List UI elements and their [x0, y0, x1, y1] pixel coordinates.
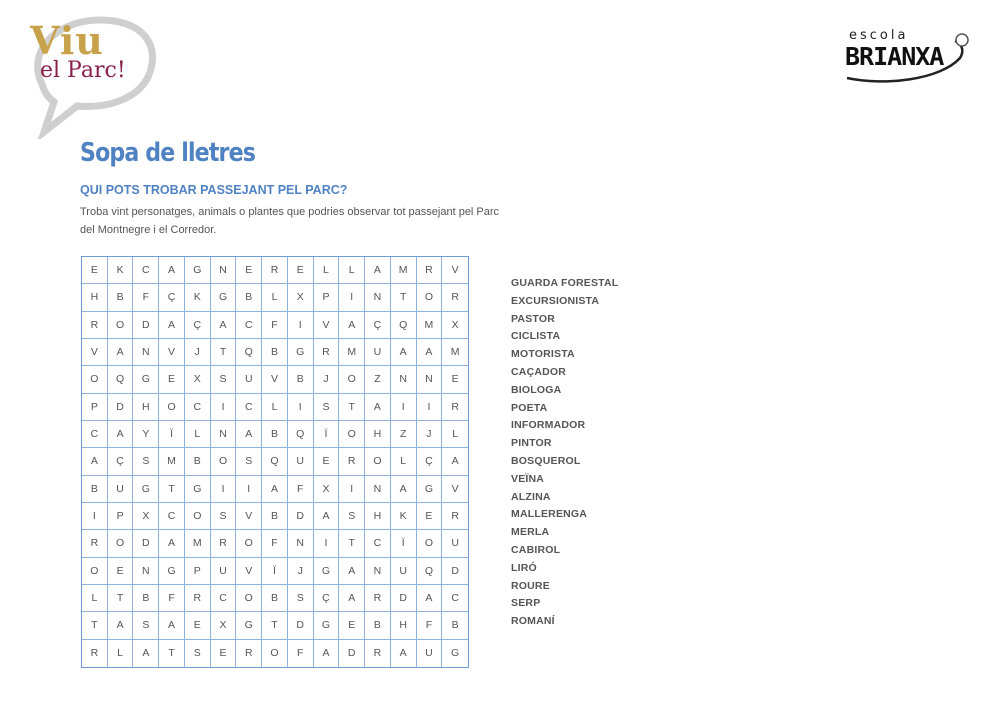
grid-cell[interactable]: H — [391, 612, 417, 639]
grid-cell[interactable]: E — [442, 366, 468, 393]
grid-cell[interactable]: A — [314, 503, 340, 530]
grid-cell[interactable]: X — [442, 312, 468, 339]
grid-cell[interactable]: O — [185, 503, 211, 530]
grid-cell[interactable]: Q — [288, 421, 314, 448]
word-list-item: CABIROL — [511, 543, 561, 556]
grid-cell[interactable]: J — [314, 366, 340, 393]
grid-cell[interactable]: O — [82, 366, 108, 393]
word-list-item: POETA — [511, 401, 548, 414]
grid-cell[interactable]: I — [417, 394, 443, 421]
grid-cell[interactable]: Q — [262, 448, 288, 475]
grid-cell[interactable]: H — [133, 394, 159, 421]
grid-cell[interactable]: A — [159, 312, 185, 339]
grid-cell[interactable]: C — [185, 394, 211, 421]
grid-cell[interactable]: I — [236, 476, 262, 503]
grid-cell[interactable]: R — [442, 394, 468, 421]
grid-cell[interactable]: T — [339, 394, 365, 421]
grid-cell[interactable]: L — [442, 421, 468, 448]
grid-cell[interactable]: C — [133, 257, 159, 284]
grid-cell[interactable]: H — [365, 503, 391, 530]
grid-cell[interactable]: N — [211, 257, 237, 284]
grid-cell[interactable]: Ï — [314, 421, 340, 448]
grid-cell[interactable]: L — [82, 585, 108, 612]
grid-cell[interactable]: A — [262, 476, 288, 503]
grid-cell[interactable]: O — [339, 366, 365, 393]
grid-cell[interactable]: C — [236, 394, 262, 421]
grid-cell[interactable]: P — [82, 394, 108, 421]
grid-cell[interactable]: E — [108, 558, 134, 585]
grid-cell[interactable]: A — [442, 448, 468, 475]
grid-cell[interactable]: R — [365, 640, 391, 667]
grid-cell[interactable]: G — [133, 366, 159, 393]
grid-cell[interactable]: G — [211, 284, 237, 311]
grid-cell[interactable]: N — [365, 476, 391, 503]
word-list-item: CAÇADOR — [511, 365, 567, 378]
grid-cell[interactable]: R — [236, 640, 262, 667]
grid-cell[interactable]: E — [159, 366, 185, 393]
grid-cell[interactable]: O — [417, 284, 443, 311]
grid-cell[interactable]: S — [236, 448, 262, 475]
grid-cell[interactable]: Q — [417, 558, 443, 585]
grid-cell[interactable]: I — [339, 476, 365, 503]
grid-cell[interactable]: S — [339, 503, 365, 530]
grid-cell[interactable]: O — [365, 448, 391, 475]
grid-cell[interactable]: V — [82, 339, 108, 366]
grid-cell[interactable]: G — [185, 476, 211, 503]
grid-cell[interactable]: T — [339, 530, 365, 557]
grid-cell[interactable]: Ç — [108, 448, 134, 475]
grid-cell[interactable]: Z — [391, 421, 417, 448]
grid-cell[interactable]: D — [133, 530, 159, 557]
grid-cell[interactable]: M — [185, 530, 211, 557]
grid-cell[interactable]: F — [133, 284, 159, 311]
grid-cell[interactable]: X — [185, 366, 211, 393]
grid-cell[interactable]: G — [185, 257, 211, 284]
word-list-item: ROMANÍ — [511, 615, 555, 628]
grid-cell[interactable]: A — [159, 257, 185, 284]
word-list-item: GUARDA FORESTAL — [511, 277, 619, 289]
grid-cell[interactable]: A — [417, 339, 443, 366]
grid-cell[interactable]: Ï — [159, 421, 185, 448]
grid-cell[interactable]: X — [211, 612, 237, 639]
grid-cell[interactable]: U — [365, 339, 391, 366]
grid-cell[interactable]: G — [288, 339, 314, 366]
grid-cell[interactable]: B — [288, 366, 314, 393]
grid-cell[interactable]: A — [391, 476, 417, 503]
word-list-item: PASTOR — [511, 312, 555, 325]
grid-cell[interactable]: E — [236, 257, 262, 284]
grid-cell[interactable]: E — [339, 612, 365, 639]
grid-cell[interactable]: O — [236, 530, 262, 557]
grid-cell[interactable]: V — [442, 257, 468, 284]
brianxa-text: BRIANXA — [845, 42, 944, 71]
grid-cell[interactable]: C — [82, 421, 108, 448]
word-list-item: BOSQUEROL — [511, 454, 581, 467]
grid-cell[interactable]: I — [288, 312, 314, 339]
grid-cell[interactable]: U — [108, 476, 134, 503]
grid-cell[interactable]: J — [417, 421, 443, 448]
grid-cell[interactable]: J — [288, 558, 314, 585]
grid-cell[interactable]: V — [442, 476, 468, 503]
grid-cell[interactable]: U — [391, 558, 417, 585]
grid-cell[interactable]: J — [185, 339, 211, 366]
grid-cell[interactable]: D — [339, 640, 365, 667]
grid-cell[interactable]: I — [211, 476, 237, 503]
grid-cell[interactable]: L — [314, 257, 340, 284]
grid-cell[interactable]: B — [262, 339, 288, 366]
grid-cell[interactable]: A — [417, 585, 443, 612]
grid-cell[interactable]: N — [365, 284, 391, 311]
grid-cell[interactable]: R — [417, 257, 443, 284]
word-search-grid — [81, 256, 469, 668]
grid-cell[interactable]: O — [108, 312, 134, 339]
grid-cell[interactable]: X — [288, 284, 314, 311]
grid-cell[interactable]: Q — [391, 312, 417, 339]
word-list-item: INFORMADOR — [511, 419, 586, 432]
grid-cell[interactable]: P — [314, 284, 340, 311]
grid-cell[interactable]: G — [417, 476, 443, 503]
grid-cell[interactable]: C — [442, 585, 468, 612]
grid-cell[interactable]: T — [82, 612, 108, 639]
grid-cell[interactable]: F — [159, 585, 185, 612]
word-list-item: EXCURSIONISTA — [511, 294, 600, 307]
subtitle: QUI POTS TROBAR PASSEJANT PEL PARC? — [80, 183, 348, 197]
el-parc-logo-text: el Parc! — [40, 58, 126, 83]
grid-cell[interactable]: R — [262, 257, 288, 284]
grid-cell[interactable]: M — [391, 257, 417, 284]
grid-cell[interactable]: I — [82, 503, 108, 530]
word-list-item: VEÏNA — [511, 472, 545, 485]
grid-cell[interactable]: P — [108, 503, 134, 530]
grid-cell[interactable]: I — [288, 394, 314, 421]
grid-cell[interactable]: N — [211, 421, 237, 448]
grid-cell[interactable]: G — [159, 558, 185, 585]
word-list-item: BIOLOGA — [511, 383, 562, 396]
grid-cell[interactable]: I — [211, 394, 237, 421]
grid-cell[interactable]: L — [262, 394, 288, 421]
word-list-item: PINTOR — [511, 437, 552, 450]
grid-cell[interactable]: Z — [365, 366, 391, 393]
grid-cell[interactable]: N — [133, 339, 159, 366]
word-list-item: LIRÓ — [511, 561, 537, 574]
grid-cell[interactable]: S — [185, 640, 211, 667]
grid-cell[interactable]: A — [391, 640, 417, 667]
grid-cell[interactable]: A — [159, 530, 185, 557]
grid-cell[interactable]: N — [365, 558, 391, 585]
grid-cell[interactable]: V — [159, 339, 185, 366]
grid-cell[interactable]: Q — [108, 366, 134, 393]
grid-cell[interactable]: O — [159, 394, 185, 421]
grid-cell[interactable]: F — [262, 312, 288, 339]
word-list-item: ALZINA — [511, 490, 551, 503]
grid-cell[interactable]: O — [262, 640, 288, 667]
escola-brianxa-logo — [845, 28, 975, 88]
grid-cell[interactable]: R — [185, 585, 211, 612]
grid-cell[interactable]: M — [159, 448, 185, 475]
grid-cell[interactable]: S — [133, 448, 159, 475]
word-list-item: ROURE — [511, 579, 550, 592]
grid-cell[interactable]: R — [314, 339, 340, 366]
word-list-item: MOTORISTA — [511, 348, 575, 361]
grid-cell[interactable]: Ç — [417, 448, 443, 475]
grid-cell[interactable]: L — [185, 421, 211, 448]
grid-cell[interactable]: Ç — [185, 312, 211, 339]
grid-cell[interactable]: E — [211, 640, 237, 667]
grid-cell[interactable]: C — [211, 585, 237, 612]
grid-cell[interactable]: L — [108, 640, 134, 667]
grid-cell[interactable]: M — [442, 339, 468, 366]
grid-cell[interactable]: G — [133, 476, 159, 503]
grid-cell[interactable]: G — [451, 647, 460, 660]
grid-cell[interactable]: F — [288, 476, 314, 503]
grid-cell[interactable]: D — [391, 585, 417, 612]
grid-cell[interactable]: O — [417, 530, 443, 557]
grid-cell[interactable]: V — [236, 558, 262, 585]
grid-cell[interactable]: Ç — [365, 312, 391, 339]
grid-cell[interactable]: R — [82, 640, 108, 667]
grid-cell[interactable]: A — [211, 312, 237, 339]
word-list-item: MALLERENGA — [511, 508, 588, 521]
grid-cell[interactable]: D — [288, 612, 314, 639]
grid-cell[interactable]: V — [314, 312, 340, 339]
grid-cell[interactable]: E — [314, 448, 340, 475]
grid-cell[interactable]: Ï — [262, 558, 288, 585]
grid-cell[interactable]: C — [365, 530, 391, 557]
grid-cell[interactable]: Ç — [314, 585, 340, 612]
grid-cell[interactable]: R — [339, 448, 365, 475]
grid-cell[interactable]: N — [391, 366, 417, 393]
grid-cell[interactable]: U — [442, 530, 468, 557]
grid-cell[interactable]: D — [442, 558, 468, 585]
grid-cell[interactable]: G — [314, 558, 340, 585]
grid-cell[interactable]: X — [133, 503, 159, 530]
grid-cell[interactable]: U — [236, 366, 262, 393]
grid-cell[interactable]: B — [82, 476, 108, 503]
grid-cell[interactable]: S — [133, 612, 159, 639]
grid-cell[interactable]: K — [185, 284, 211, 311]
grid-cell[interactable]: D — [288, 503, 314, 530]
grid-cell[interactable]: V — [236, 503, 262, 530]
grid-cell[interactable]: S — [211, 366, 237, 393]
grid-cell[interactable]: F — [417, 612, 443, 639]
grid-cell[interactable]: E — [288, 257, 314, 284]
grid-cell[interactable]: A — [108, 612, 134, 639]
grid-cell[interactable]: A — [391, 339, 417, 366]
grid-cell[interactable]: R — [211, 530, 237, 557]
grid-cell[interactable]: V — [262, 366, 288, 393]
grid-cell[interactable]: D — [108, 394, 134, 421]
grid-cell[interactable]: Q — [236, 339, 262, 366]
grid-cell[interactable]: E — [82, 257, 108, 284]
grid-cell[interactable]: R — [442, 503, 468, 530]
grid-cell[interactable]: I — [391, 394, 417, 421]
grid-cell[interactable]: T — [211, 339, 237, 366]
grid-cell[interactable]: O — [108, 530, 134, 557]
word-list-item: MERLA — [511, 526, 550, 539]
grid-cell[interactable]: B — [185, 448, 211, 475]
grid-cell[interactable]: T — [262, 612, 288, 639]
grid-cell[interactable]: X — [314, 476, 340, 503]
viu-logo-text: Viu — [30, 18, 104, 63]
grid-cell[interactable]: I — [314, 530, 340, 557]
grid-cell[interactable]: A — [365, 394, 391, 421]
grid-cell[interactable]: A — [339, 312, 365, 339]
grid-cell[interactable]: A — [339, 585, 365, 612]
grid-cell[interactable]: L — [391, 448, 417, 475]
grid-cell[interactable]: M — [417, 312, 443, 339]
grid-cell[interactable]: B — [262, 421, 288, 448]
word-list-item: CICLISTA — [511, 330, 561, 343]
word-list-item: SERP — [511, 597, 541, 610]
grid-cell[interactable]: P — [185, 558, 211, 585]
grid-cell[interactable]: A — [314, 640, 340, 667]
grid-cell[interactable]: K — [391, 503, 417, 530]
grid-cell[interactable]: Y — [133, 421, 159, 448]
grid-cell[interactable]: U — [211, 558, 237, 585]
grid-cell[interactable]: H — [365, 421, 391, 448]
description: Troba vint personatges, animals o plantes que podries observar tot passejant pel Parc del Montnegre i el Corredor. — [80, 206, 500, 236]
grid-cell[interactable]: U — [288, 448, 314, 475]
grid-cell[interactable]: S — [288, 585, 314, 612]
page-title: Sopa de lletres — [80, 138, 256, 168]
grid-cell[interactable]: G — [236, 612, 262, 639]
grid-cell[interactable]: B — [262, 503, 288, 530]
grid-cell[interactable]: B — [108, 284, 134, 311]
grid-cell[interactable]: O — [211, 448, 237, 475]
grid-cell[interactable]: U — [417, 640, 443, 667]
grid-cell[interactable]: O — [82, 558, 108, 585]
grid-cell[interactable]: R — [82, 312, 108, 339]
grid-cell[interactable]: S — [314, 394, 340, 421]
grid-cell[interactable]: B — [442, 612, 468, 639]
grid-cell[interactable]: N — [288, 530, 314, 557]
grid-cell[interactable]: C — [236, 312, 262, 339]
grid-cell[interactable]: K — [108, 257, 134, 284]
grid-cell[interactable]: A — [82, 448, 108, 475]
grid-cell[interactable]: R — [442, 284, 468, 311]
grid-cell[interactable]: H — [82, 284, 108, 311]
grid-cell[interactable]: D — [133, 312, 159, 339]
grid-cell[interactable]: S — [211, 503, 237, 530]
grid-cell[interactable]: T — [108, 585, 134, 612]
grid-cell[interactable]: B — [133, 585, 159, 612]
grid-cell[interactable]: N — [133, 558, 159, 585]
grid-cell[interactable]: Ï — [391, 530, 417, 557]
grid-cell[interactable]: E — [417, 503, 443, 530]
grid-cell[interactable]: T — [391, 284, 417, 311]
grid-cell[interactable]: C — [159, 503, 185, 530]
grid-cell[interactable]: A — [108, 421, 134, 448]
grid-cell[interactable]: M — [339, 339, 365, 366]
grid-cell[interactable]: I — [339, 284, 365, 311]
word-list — [511, 275, 618, 631]
grid-cell[interactable]: A — [365, 257, 391, 284]
grid-cell[interactable]: L — [262, 284, 288, 311]
grid-cell[interactable]: A — [236, 421, 262, 448]
grid-cell[interactable]: E — [185, 612, 211, 639]
grid-cell[interactable]: O — [339, 421, 365, 448]
grid-cell[interactable]: N — [417, 366, 443, 393]
grid-cell[interactable]: B — [262, 585, 288, 612]
escola-text: escola — [849, 28, 909, 43]
grid-cell[interactable]: T — [159, 476, 185, 503]
grid-cell[interactable]: B — [365, 612, 391, 639]
grid-cell[interactable]: A — [133, 640, 159, 667]
grid-cell[interactable]: B — [236, 284, 262, 311]
grid-cell[interactable]: F — [262, 530, 288, 557]
grid-cell[interactable]: A — [108, 339, 134, 366]
grid-cell[interactable]: T — [159, 640, 185, 667]
grid-cell[interactable]: R — [82, 530, 108, 557]
viu-el-parc-logo — [22, 14, 162, 139]
grid-cell[interactable]: L — [339, 257, 365, 284]
grid-cell[interactable]: R — [365, 585, 391, 612]
grid-cell[interactable]: G — [314, 612, 340, 639]
grid-cell[interactable]: F — [288, 640, 314, 667]
grid-cell[interactable]: A — [339, 558, 365, 585]
grid-cell[interactable]: O — [236, 585, 262, 612]
grid-cell[interactable]: Ç — [159, 284, 185, 311]
grid-cell[interactable]: A — [159, 612, 185, 639]
